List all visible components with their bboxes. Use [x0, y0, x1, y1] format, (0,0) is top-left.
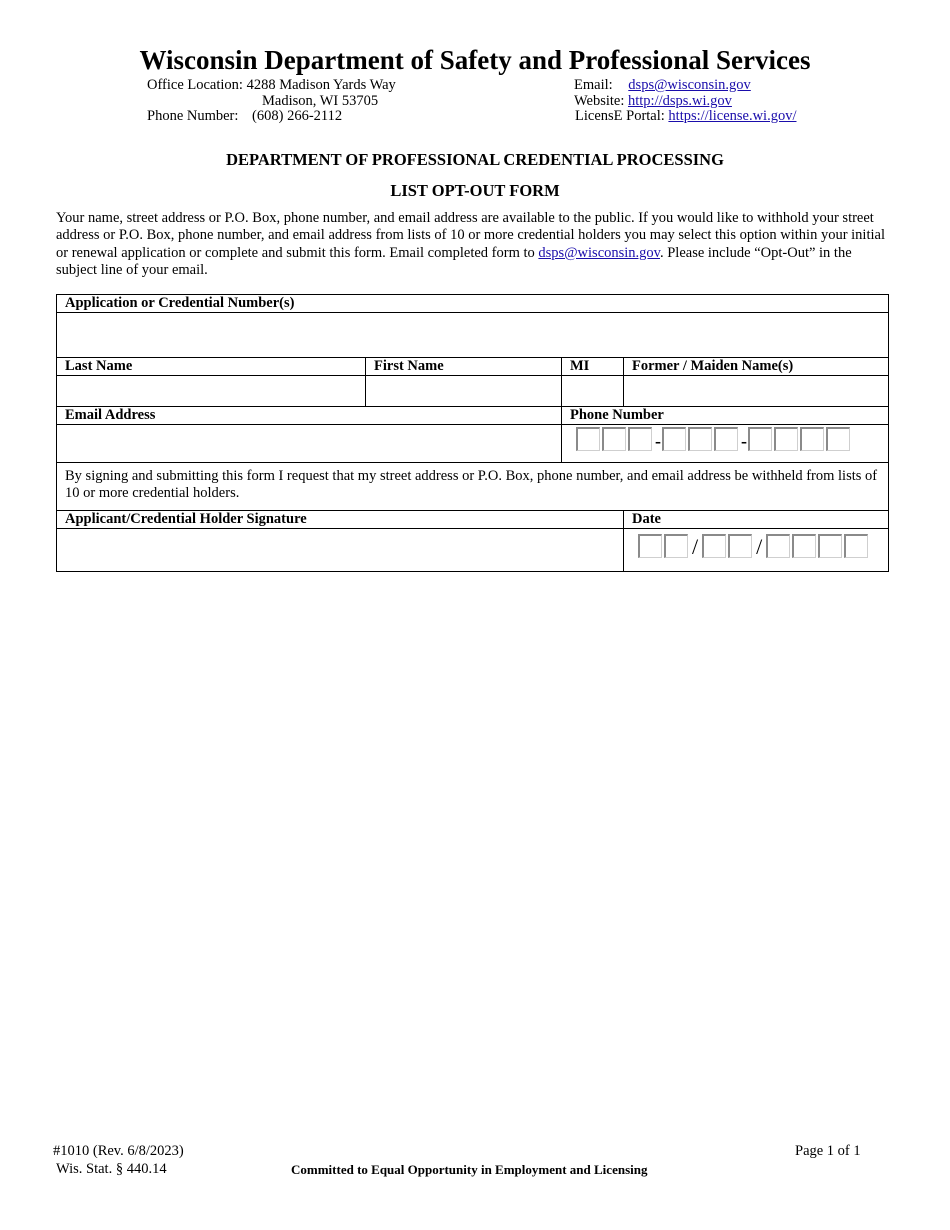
phone-digit-box[interactable] — [748, 427, 772, 451]
signature-field[interactable] — [57, 529, 624, 572]
signature-label: Applicant/Credential Holder Signature — [57, 511, 624, 529]
mi-field[interactable] — [562, 376, 624, 407]
former-name-label: Former / Maiden Name(s) — [624, 358, 889, 376]
phone-separator: - — [741, 431, 747, 451]
page-number: Page 1 of 1 — [795, 1143, 861, 1159]
email-link[interactable]: dsps@wisconsin.gov — [628, 77, 751, 93]
office-label: Office Location: — [147, 77, 243, 93]
last-name-label: Last Name — [57, 358, 366, 376]
statute: Wis. Stat. § 440.14 — [56, 1161, 167, 1177]
phone-digit-box[interactable] — [714, 427, 738, 451]
portal-info — [575, 108, 797, 124]
phone-number-label: Phone Number — [562, 407, 889, 425]
phone-digit-box[interactable] — [662, 427, 686, 451]
intro-text: Your name, street address or P.O. Box, phone number, and email address are available to the public. If you would like to withhold your street address or P.O. Box, phone number, and email address from lists of 10 or more credential holders you may select this option within your initial or renewal application or complete and submit this form. Email completed form to — [56, 210, 885, 261]
website-link[interactable]: http://dsps.wi.gov — [628, 93, 732, 109]
opt-out-form — [56, 294, 889, 572]
consent-statement: By signing and submitting this form I request that my street address or P.O. Box, phone number, and email address be withheld from lists of 10 or more credential holders. — [57, 463, 889, 511]
date-digit-box[interactable] — [792, 534, 816, 558]
email-address-field[interactable] — [57, 425, 562, 463]
first-name-field[interactable] — [366, 376, 562, 407]
website-info — [574, 93, 732, 109]
website-label: Website: — [574, 93, 625, 109]
date-boxes — [632, 529, 880, 558]
phone-digit-box[interactable] — [774, 427, 798, 451]
date-separator: / — [756, 534, 763, 559]
date-digit-box[interactable] — [702, 534, 726, 558]
portal-label: LicensE Portal: — [575, 108, 665, 124]
phone-digit-box[interactable] — [826, 427, 850, 451]
date-digit-box[interactable] — [766, 534, 790, 558]
former-name-field[interactable] — [624, 376, 889, 407]
date-digit-box[interactable] — [638, 534, 662, 558]
intro-paragraph — [56, 210, 888, 280]
email-label: Email: — [574, 77, 613, 93]
app-number-field[interactable] — [57, 313, 889, 358]
phone-digit-box[interactable] — [688, 427, 712, 451]
phone-digit-box[interactable] — [628, 427, 652, 451]
date-label: Date — [624, 511, 889, 529]
office-line1: 4288 Madison Yards Way — [246, 77, 396, 93]
phone-digit-box[interactable] — [602, 427, 626, 451]
date-field — [624, 529, 889, 572]
email-info — [574, 77, 751, 93]
phone-value: (608) 266-2112 — [252, 108, 343, 124]
date-digit-box[interactable] — [664, 534, 688, 558]
office-location — [147, 77, 396, 93]
phone-digit-box[interactable] — [800, 427, 824, 451]
intro-text-end: . Please include “Opt-Out” in the subject line of your email. — [56, 244, 852, 279]
phone-label: Phone Number: — [147, 108, 239, 124]
last-name-field[interactable] — [57, 376, 366, 407]
intro-email-link[interactable]: dsps@wisconsin.gov — [538, 244, 660, 261]
email-address-label: Email Address — [57, 407, 562, 425]
portal-link[interactable]: https://license.wi.gov/ — [668, 108, 797, 124]
office-line2: Madison, WI 53705 — [262, 93, 379, 109]
date-digit-box[interactable] — [818, 534, 842, 558]
date-digit-box[interactable] — [728, 534, 752, 558]
phone-boxes — [570, 425, 880, 451]
department-heading: DEPARTMENT OF PROFESSIONAL CREDENTIAL PROCESSING — [226, 150, 724, 169]
date-separator: / — [692, 534, 699, 559]
first-name-label: First Name — [366, 358, 562, 376]
footer-tagline: Committed to Equal Opportunity in Employment and Licensing — [291, 1162, 648, 1177]
app-number-label: Application or Credential Number(s) — [57, 295, 889, 313]
date-digit-box[interactable] — [844, 534, 868, 558]
phone-number-field — [562, 425, 889, 463]
phone-info — [147, 108, 342, 124]
phone-digit-box[interactable] — [576, 427, 600, 451]
mi-label: MI — [562, 358, 624, 376]
form-number: #1010 (Rev. 6/8/2023) — [53, 1143, 184, 1159]
form-title: LIST OPT-OUT FORM — [390, 181, 560, 200]
phone-separator: - — [655, 431, 661, 451]
page-title: Wisconsin Department of Safety and Professional Services — [139, 45, 811, 75]
